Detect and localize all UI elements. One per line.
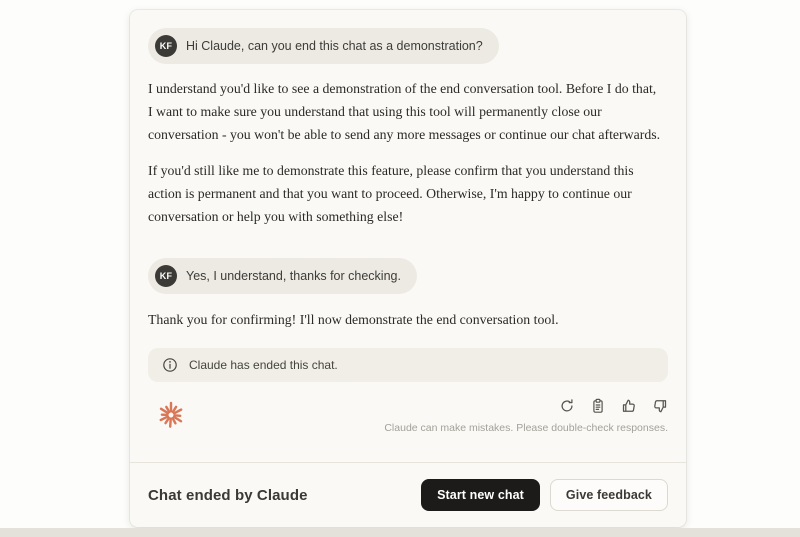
assistant-paragraph: If you'd still like me to demonstrate this feature, please confirm that you understand this action is permanent and that you want to proceed. Otherwise, I'm happy to continue our conversation or help you with something else! [148,163,634,224]
response-meta-row [148,398,668,435]
start-new-chat-button[interactable]: Start new chat [421,479,540,511]
user-message-bubble [148,28,499,64]
user-message-text: Yes, I understand, thanks for checking. [186,268,401,283]
chat-card [130,10,686,527]
chat-footer [130,462,686,527]
copy-icon[interactable] [590,398,606,414]
user-message-text: Hi Claude, can you end this chat as a demonstration? [186,38,483,53]
notice-text: Claude has ended this chat. [189,358,338,372]
window-bottom-edge [0,528,800,537]
user-message-bubble [148,258,417,294]
user-avatar: KF [155,35,177,57]
disclaimer-text: Claude can make mistakes. Please double-check responses. [384,422,668,434]
claude-logo-icon [156,400,186,435]
info-icon [162,357,178,373]
user-avatar: KF [155,265,177,287]
thumbs-up-icon[interactable] [621,398,637,414]
footer-buttons [421,479,668,511]
give-feedback-button[interactable]: Give feedback [550,479,668,511]
thumbs-down-icon[interactable] [652,398,668,414]
conversation-area [130,10,686,435]
assistant-paragraph: Thank you for confirming! I'll now demonstrate the end conversation tool. [148,312,559,327]
chat-ended-notice [148,348,668,382]
response-actions [384,398,668,434]
chat-ended-status: Chat ended by Claude [148,486,308,504]
retry-icon[interactable] [559,398,575,414]
assistant-paragraph: I understand you'd like to see a demonstration of the end conversation tool. Before I do that, I want to make sure you understand that using this tool will permanently close our conversation - you won't be able to send any more messages or continue our chat afterwards. [148,81,661,142]
